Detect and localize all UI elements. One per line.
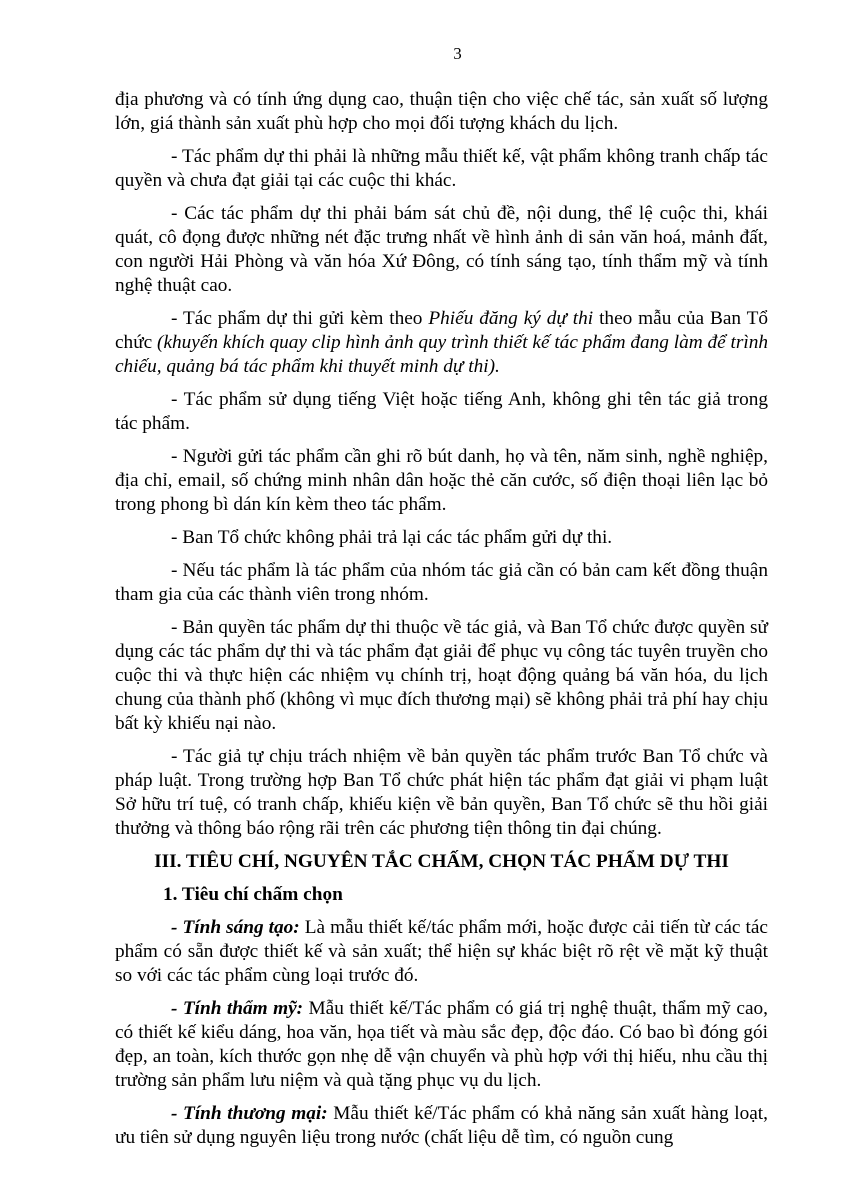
registration-text-1: - Tác phẩm dự thi gửi kèm theo	[171, 308, 429, 329]
criterion-commercial	[115, 1102, 768, 1150]
paragraph-theme-requirement: - Các tác phẩm dự thi phải bám sát chủ đề, nội dung, thể lệ cuộc thi, khái quát, cô đọng được những nét đặc trưng nhất về hình ảnh di sản văn hoá, mảnh đất, con người Hải Phòng và văn hóa Xứ Đông, có tính sáng tạo, tính thẩm mỹ và tính nghệ thuật cao.	[115, 203, 768, 296]
paragraph-copyright-use: - Bản quyền tác phẩm dự thi thuộc về tác giả, và Ban Tổ chức được quyền sử dụng các tác phẩm dự thi và tác phẩm đạt giải để phục vụ công tác tuyên truyền cho cuộc thi và thực hiện các nhiệm vụ chính trị, hoạt động quảng bá văn hóa, du lịch chung của thành phố (không vì mục đích thương mại) sẽ không phải trả phí hay chịu bất kỳ khiếu nại nào.	[115, 617, 768, 734]
paragraph-registration-form	[115, 307, 768, 379]
registration-text-2: theo mẫu của Ban Tổ chức	[115, 308, 768, 353]
paragraph-continuation: địa phương và có tính ứng dụng cao, thuận tiện cho việc chế tác, sản xuất số lượng lớn, giá thành sản xuất phù hợp cho mọi đối tượng khách du lịch.	[115, 89, 768, 134]
section-heading: III. TIÊU CHÍ, NGUYÊN TẮC CHẤM, CHỌN TÁC PHẨM DỰ THI	[154, 851, 729, 872]
criterion-lead: - Tính sáng tạo:	[171, 917, 300, 938]
criterion-text: Mẫu thiết kế/Tác phẩm có giá trị nghệ thuật, thẩm mỹ cao, có thiết kế kiểu dáng, hoa văn, họa tiết và màu sắc đẹp, độc đáo. Có bao bì đóng gói đẹp, an toàn, kích thước gọn nhẹ dễ vận chuyển và phù hợp với thị hiếu, nhu cầu thị trường sản phẩm lưu niệm và quà tặng phục vụ du lịch.	[115, 998, 768, 1091]
paragraph-language: - Tác phẩm sử dụng tiếng Việt hoặc tiếng Anh, không ghi tên tác giả trong tác phẩm.	[115, 389, 768, 434]
criterion-lead: - Tính thương mại:	[171, 1103, 328, 1124]
registration-form-name: Phiếu đăng ký dự thi	[428, 308, 594, 329]
paragraph-group-consent: - Nếu tác phẩm là tác phẩm của nhóm tác giả cần có bản cam kết đồng thuận tham gia của các thành viên trong nhóm.	[115, 560, 768, 605]
criterion-text: Mẫu thiết kế/Tác phẩm có khả năng sản xuất hàng loạt, ưu tiên sử dụng nguyên liệu trong nước (chất liệu dễ tìm, có nguồn cung	[115, 1103, 768, 1148]
paragraph-author-responsibility: - Tác giả tự chịu trách nhiệm về bản quyền tác phẩm trước Ban Tổ chức và pháp luật. Trong trường hợp Ban Tổ chức phát hiện tác phẩm đạt giải vi phạm luật Sở hữu trí tuệ, có tranh chấp, khiếu kiện về bản quyền, Ban Tổ chức sẽ thu hồi giải thưởng và thông báo rộng rãi trên các phương tiện thông tin đại chúng.	[115, 746, 768, 839]
paragraph-no-return: - Ban Tổ chức không phải trả lại các tác phẩm gửi dự thi.	[171, 527, 613, 548]
paragraph-sender-info: - Người gửi tác phẩm cần ghi rõ bút danh, họ và tên, năm sinh, nghề nghiệp, địa chỉ, email, số chứng minh nhân dân hoặc thẻ căn cước, số điện thoại liên lạc bỏ trong phong bì dán kín kèm theo tác phẩm.	[115, 446, 768, 515]
page-number: 3	[453, 44, 462, 63]
criterion-lead: - Tính thẩm mỹ:	[171, 998, 304, 1019]
paragraph-no-dispute: - Tác phẩm dự thi phải là những mẫu thiết kế, vật phẩm không tranh chấp tác quyền và chưa đạt giải tại các cuộc thi khác.	[115, 146, 768, 191]
criterion-creativity	[115, 916, 768, 988]
subheading-criteria: 1. Tiêu chí chấm chọn	[163, 884, 343, 905]
registration-note: (khuyến khích quay clip hình ảnh quy trình thiết kế tác phẩm đang làm để trình chiếu, quảng bá tác phẩm khi thuyết minh dự thi).	[115, 332, 769, 377]
criterion-text: Là mẫu thiết kế/tác phẩm mới, hoặc được cải tiến từ các tác phẩm có sẵn được thiết kế và sản xuất; thể hiện sự khác biệt rõ rệt về mặt kỹ thuật so với các tác phẩm cùng loại trước đó.	[115, 917, 768, 986]
criterion-aesthetics	[115, 997, 768, 1093]
